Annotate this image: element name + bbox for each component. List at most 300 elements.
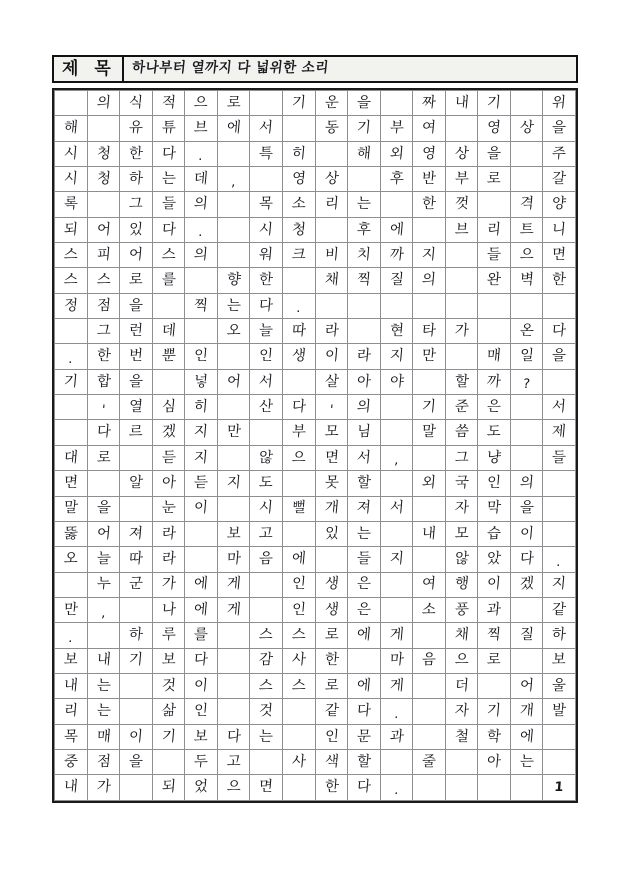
manuscript-cell[interactable]: [87, 623, 120, 648]
manuscript-cell[interactable]: [413, 116, 446, 141]
manuscript-cell[interactable]: [217, 420, 250, 445]
manuscript-cell[interactable]: [543, 445, 576, 470]
manuscript-cell[interactable]: [510, 319, 543, 344]
manuscript-cell[interactable]: [55, 91, 88, 116]
manuscript-cell[interactable]: [445, 319, 478, 344]
manuscript-cell[interactable]: [152, 749, 185, 774]
manuscript-cell[interactable]: [543, 395, 576, 420]
manuscript-cell[interactable]: [120, 91, 153, 116]
manuscript-cell[interactable]: [510, 344, 543, 369]
manuscript-cell[interactable]: [250, 116, 283, 141]
manuscript-cell[interactable]: [478, 673, 511, 698]
manuscript-cell[interactable]: [445, 91, 478, 116]
manuscript-cell[interactable]: [380, 597, 413, 622]
manuscript-cell[interactable]: [445, 369, 478, 394]
manuscript-cell[interactable]: [348, 572, 381, 597]
manuscript-cell[interactable]: [282, 471, 315, 496]
manuscript-cell[interactable]: [380, 91, 413, 116]
manuscript-cell[interactable]: [510, 471, 543, 496]
manuscript-cell[interactable]: [250, 293, 283, 318]
manuscript-cell[interactable]: [55, 192, 88, 217]
manuscript-cell[interactable]: [510, 369, 543, 394]
manuscript-cell[interactable]: [380, 445, 413, 470]
manuscript-cell[interactable]: [380, 116, 413, 141]
manuscript-cell[interactable]: [315, 521, 348, 546]
manuscript-cell[interactable]: [120, 395, 153, 420]
manuscript-cell[interactable]: [348, 319, 381, 344]
manuscript-cell[interactable]: [380, 648, 413, 673]
manuscript-cell[interactable]: [217, 395, 250, 420]
manuscript-cell[interactable]: [543, 496, 576, 521]
manuscript-cell[interactable]: [413, 749, 446, 774]
manuscript-cell[interactable]: [55, 648, 88, 673]
manuscript-cell[interactable]: [315, 243, 348, 268]
manuscript-cell[interactable]: [87, 775, 120, 801]
manuscript-cell[interactable]: [510, 673, 543, 698]
manuscript-cell[interactable]: [282, 623, 315, 648]
manuscript-cell[interactable]: [348, 775, 381, 801]
manuscript-cell[interactable]: [445, 192, 478, 217]
manuscript-cell[interactable]: [510, 547, 543, 572]
manuscript-cell[interactable]: [413, 572, 446, 597]
manuscript-cell[interactable]: [55, 268, 88, 293]
manuscript-cell[interactable]: [55, 699, 88, 724]
manuscript-cell[interactable]: [348, 547, 381, 572]
manuscript-cell[interactable]: [250, 192, 283, 217]
manuscript-cell[interactable]: [478, 572, 511, 597]
manuscript-cell[interactable]: [478, 91, 511, 116]
manuscript-cell[interactable]: [55, 395, 88, 420]
manuscript-cell[interactable]: [250, 572, 283, 597]
manuscript-cell[interactable]: [478, 597, 511, 622]
manuscript-cell[interactable]: [413, 724, 446, 749]
manuscript-cell[interactable]: [250, 521, 283, 546]
manuscript-cell[interactable]: [413, 445, 446, 470]
manuscript-cell[interactable]: [282, 167, 315, 192]
manuscript-cell[interactable]: [185, 217, 218, 242]
manuscript-cell[interactable]: [217, 116, 250, 141]
manuscript-cell[interactable]: [478, 243, 511, 268]
manuscript-cell[interactable]: [413, 496, 446, 521]
manuscript-cell[interactable]: [185, 395, 218, 420]
manuscript-cell[interactable]: [217, 749, 250, 774]
manuscript-cell[interactable]: [152, 217, 185, 242]
manuscript-cell[interactable]: [380, 496, 413, 521]
manuscript-cell[interactable]: [282, 217, 315, 242]
manuscript-cell[interactable]: [413, 243, 446, 268]
manuscript-cell[interactable]: [87, 749, 120, 774]
manuscript-cell[interactable]: [185, 116, 218, 141]
manuscript-cell[interactable]: [380, 141, 413, 166]
manuscript-cell[interactable]: [87, 192, 120, 217]
manuscript-cell[interactable]: [315, 268, 348, 293]
manuscript-cell[interactable]: [55, 623, 88, 648]
manuscript-cell[interactable]: [380, 319, 413, 344]
manuscript-cell[interactable]: [315, 775, 348, 801]
manuscript-cell[interactable]: [250, 699, 283, 724]
manuscript-cell[interactable]: [380, 395, 413, 420]
manuscript-cell[interactable]: [510, 699, 543, 724]
manuscript-cell[interactable]: [413, 268, 446, 293]
manuscript-cell[interactable]: [510, 243, 543, 268]
manuscript-cell[interactable]: [315, 369, 348, 394]
manuscript-cell[interactable]: [445, 547, 478, 572]
manuscript-cell[interactable]: [217, 268, 250, 293]
manuscript-cell[interactable]: [445, 293, 478, 318]
manuscript-cell[interactable]: [87, 141, 120, 166]
manuscript-cell[interactable]: [413, 547, 446, 572]
manuscript-cell[interactable]: [250, 673, 283, 698]
manuscript-cell[interactable]: [120, 699, 153, 724]
manuscript-cell[interactable]: [510, 268, 543, 293]
manuscript-cell[interactable]: [315, 572, 348, 597]
manuscript-cell[interactable]: [87, 293, 120, 318]
manuscript-cell[interactable]: [55, 572, 88, 597]
manuscript-cell[interactable]: [185, 445, 218, 470]
manuscript-cell[interactable]: [315, 496, 348, 521]
manuscript-cell[interactable]: [543, 775, 576, 801]
manuscript-cell[interactable]: [120, 547, 153, 572]
manuscript-cell[interactable]: [185, 141, 218, 166]
manuscript-cell[interactable]: [282, 775, 315, 801]
manuscript-cell[interactable]: [445, 521, 478, 546]
manuscript-cell[interactable]: [380, 293, 413, 318]
manuscript-cell[interactable]: [250, 167, 283, 192]
manuscript-cell[interactable]: [380, 344, 413, 369]
manuscript-cell[interactable]: [250, 319, 283, 344]
manuscript-cell[interactable]: [55, 471, 88, 496]
manuscript-cell[interactable]: [478, 547, 511, 572]
manuscript-cell[interactable]: [510, 167, 543, 192]
manuscript-cell[interactable]: [120, 243, 153, 268]
manuscript-cell[interactable]: [510, 141, 543, 166]
manuscript-cell[interactable]: [185, 597, 218, 622]
manuscript-cell[interactable]: [55, 167, 88, 192]
manuscript-cell[interactable]: [543, 521, 576, 546]
manuscript-cell[interactable]: [413, 369, 446, 394]
manuscript-cell[interactable]: [152, 192, 185, 217]
manuscript-cell[interactable]: [87, 699, 120, 724]
manuscript-cell[interactable]: [250, 344, 283, 369]
manuscript-cell[interactable]: [120, 648, 153, 673]
manuscript-cell[interactable]: [543, 699, 576, 724]
manuscript-cell[interactable]: [87, 521, 120, 546]
manuscript-cell[interactable]: [543, 471, 576, 496]
manuscript-cell[interactable]: [543, 319, 576, 344]
manuscript-cell[interactable]: [217, 167, 250, 192]
manuscript-cell[interactable]: [55, 547, 88, 572]
manuscript-cell[interactable]: [380, 547, 413, 572]
manuscript-cell[interactable]: [543, 572, 576, 597]
manuscript-cell[interactable]: [510, 293, 543, 318]
manuscript-cell[interactable]: [120, 192, 153, 217]
manuscript-cell[interactable]: [282, 319, 315, 344]
manuscript-cell[interactable]: [413, 141, 446, 166]
manuscript-cell[interactable]: [282, 344, 315, 369]
manuscript-cell[interactable]: [478, 699, 511, 724]
manuscript-cell[interactable]: [413, 521, 446, 546]
manuscript-cell[interactable]: [87, 597, 120, 622]
manuscript-cell[interactable]: [282, 597, 315, 622]
manuscript-cell[interactable]: [55, 369, 88, 394]
manuscript-cell[interactable]: [380, 724, 413, 749]
manuscript-cell[interactable]: [445, 749, 478, 774]
manuscript-cell[interactable]: [87, 319, 120, 344]
manuscript-cell[interactable]: [120, 597, 153, 622]
manuscript-cell[interactable]: [55, 344, 88, 369]
manuscript-cell[interactable]: [315, 597, 348, 622]
manuscript-cell[interactable]: [445, 572, 478, 597]
manuscript-cell[interactable]: [348, 420, 381, 445]
manuscript-cell[interactable]: [413, 420, 446, 445]
manuscript-cell[interactable]: [152, 673, 185, 698]
manuscript-cell[interactable]: [87, 268, 120, 293]
manuscript-cell[interactable]: [510, 623, 543, 648]
manuscript-cell[interactable]: [152, 293, 185, 318]
manuscript-cell[interactable]: [152, 572, 185, 597]
manuscript-cell[interactable]: [120, 167, 153, 192]
manuscript-cell[interactable]: [543, 648, 576, 673]
manuscript-cell[interactable]: [445, 344, 478, 369]
manuscript-cell[interactable]: [478, 420, 511, 445]
manuscript-cell[interactable]: [348, 623, 381, 648]
manuscript-cell[interactable]: [478, 471, 511, 496]
manuscript-cell[interactable]: [217, 547, 250, 572]
manuscript-cell[interactable]: [250, 217, 283, 242]
manuscript-cell[interactable]: [510, 445, 543, 470]
manuscript-cell[interactable]: [152, 420, 185, 445]
manuscript-cell[interactable]: [348, 268, 381, 293]
manuscript-cell[interactable]: [250, 369, 283, 394]
manuscript-cell[interactable]: [380, 167, 413, 192]
manuscript-cell[interactable]: [282, 572, 315, 597]
manuscript-cell[interactable]: [510, 648, 543, 673]
manuscript-cell[interactable]: [315, 547, 348, 572]
manuscript-cell[interactable]: [87, 724, 120, 749]
manuscript-cell[interactable]: [282, 141, 315, 166]
manuscript-cell[interactable]: [55, 141, 88, 166]
manuscript-cell[interactable]: [185, 293, 218, 318]
manuscript-cell[interactable]: [152, 623, 185, 648]
manuscript-cell[interactable]: [510, 521, 543, 546]
manuscript-cell[interactable]: [282, 243, 315, 268]
manuscript-cell[interactable]: [380, 749, 413, 774]
manuscript-cell[interactable]: [510, 572, 543, 597]
manuscript-cell[interactable]: [543, 420, 576, 445]
manuscript-cell[interactable]: [282, 91, 315, 116]
manuscript-cell[interactable]: [413, 395, 446, 420]
manuscript-cell[interactable]: [55, 496, 88, 521]
manuscript-cell[interactable]: [380, 699, 413, 724]
manuscript-cell[interactable]: [152, 91, 185, 116]
manuscript-cell[interactable]: [543, 141, 576, 166]
manuscript-cell[interactable]: [250, 597, 283, 622]
manuscript-cell[interactable]: [315, 192, 348, 217]
manuscript-cell[interactable]: [478, 192, 511, 217]
manuscript-cell[interactable]: [510, 192, 543, 217]
manuscript-cell[interactable]: [87, 395, 120, 420]
manuscript-cell[interactable]: [413, 344, 446, 369]
manuscript-cell[interactable]: [348, 749, 381, 774]
manuscript-cell[interactable]: [413, 217, 446, 242]
manuscript-cell[interactable]: [445, 699, 478, 724]
manuscript-cell[interactable]: [120, 749, 153, 774]
manuscript-cell[interactable]: [413, 319, 446, 344]
manuscript-cell[interactable]: [217, 699, 250, 724]
manuscript-cell[interactable]: [315, 293, 348, 318]
manuscript-cell[interactable]: [510, 395, 543, 420]
manuscript-cell[interactable]: [55, 243, 88, 268]
manuscript-cell[interactable]: [120, 141, 153, 166]
manuscript-cell[interactable]: [315, 471, 348, 496]
manuscript-cell[interactable]: [348, 699, 381, 724]
manuscript-cell[interactable]: [185, 420, 218, 445]
manuscript-cell[interactable]: [543, 243, 576, 268]
manuscript-cell[interactable]: [152, 243, 185, 268]
manuscript-cell[interactable]: [152, 775, 185, 801]
manuscript-cell[interactable]: [217, 724, 250, 749]
manuscript-cell[interactable]: [185, 319, 218, 344]
manuscript-cell[interactable]: [120, 268, 153, 293]
manuscript-cell[interactable]: [217, 445, 250, 470]
manuscript-cell[interactable]: [217, 648, 250, 673]
manuscript-cell[interactable]: [315, 724, 348, 749]
manuscript-cell[interactable]: [543, 217, 576, 242]
manuscript-cell[interactable]: [250, 623, 283, 648]
manuscript-cell[interactable]: [87, 648, 120, 673]
manuscript-cell[interactable]: [87, 445, 120, 470]
manuscript-cell[interactable]: [348, 243, 381, 268]
manuscript-cell[interactable]: [120, 369, 153, 394]
manuscript-cell[interactable]: [315, 116, 348, 141]
manuscript-cell[interactable]: [87, 369, 120, 394]
manuscript-cell[interactable]: [380, 673, 413, 698]
manuscript-cell[interactable]: [152, 496, 185, 521]
manuscript-cell[interactable]: [478, 217, 511, 242]
manuscript-cell[interactable]: [250, 749, 283, 774]
manuscript-cell[interactable]: [250, 547, 283, 572]
manuscript-cell[interactable]: [445, 471, 478, 496]
manuscript-cell[interactable]: [185, 243, 218, 268]
manuscript-cell[interactable]: [282, 724, 315, 749]
manuscript-cell[interactable]: [55, 217, 88, 242]
manuscript-cell[interactable]: [543, 724, 576, 749]
manuscript-cell[interactable]: [445, 775, 478, 801]
manuscript-cell[interactable]: [348, 192, 381, 217]
manuscript-cell[interactable]: [445, 243, 478, 268]
manuscript-cell[interactable]: [478, 648, 511, 673]
manuscript-cell[interactable]: [348, 445, 381, 470]
manuscript-cell[interactable]: [217, 243, 250, 268]
manuscript-cell[interactable]: [413, 167, 446, 192]
manuscript-cell[interactable]: [152, 547, 185, 572]
manuscript-cell[interactable]: [87, 420, 120, 445]
manuscript-cell[interactable]: [348, 648, 381, 673]
manuscript-cell[interactable]: [217, 192, 250, 217]
manuscript-cell[interactable]: [152, 319, 185, 344]
manuscript-cell[interactable]: [217, 141, 250, 166]
manuscript-cell[interactable]: [250, 445, 283, 470]
manuscript-cell[interactable]: [55, 319, 88, 344]
manuscript-cell[interactable]: [120, 319, 153, 344]
manuscript-cell[interactable]: [120, 445, 153, 470]
manuscript-cell[interactable]: [348, 141, 381, 166]
manuscript-cell[interactable]: [445, 116, 478, 141]
manuscript-cell[interactable]: [413, 673, 446, 698]
manuscript-cell[interactable]: [348, 369, 381, 394]
manuscript-cell[interactable]: [282, 369, 315, 394]
manuscript-cell[interactable]: [543, 167, 576, 192]
manuscript-cell[interactable]: [282, 268, 315, 293]
manuscript-cell[interactable]: [87, 167, 120, 192]
manuscript-cell[interactable]: [120, 217, 153, 242]
manuscript-cell[interactable]: [120, 420, 153, 445]
manuscript-cell[interactable]: [348, 344, 381, 369]
manuscript-cell[interactable]: [282, 293, 315, 318]
manuscript-cell[interactable]: [478, 623, 511, 648]
manuscript-cell[interactable]: [348, 395, 381, 420]
manuscript-cell[interactable]: [282, 496, 315, 521]
manuscript-cell[interactable]: [445, 141, 478, 166]
manuscript-cell[interactable]: [282, 116, 315, 141]
manuscript-cell[interactable]: [185, 699, 218, 724]
manuscript-cell[interactable]: [543, 597, 576, 622]
manuscript-cell[interactable]: [217, 572, 250, 597]
manuscript-cell[interactable]: [250, 496, 283, 521]
manuscript-cell[interactable]: [348, 167, 381, 192]
manuscript-cell[interactable]: [217, 597, 250, 622]
manuscript-cell[interactable]: [282, 192, 315, 217]
manuscript-cell[interactable]: [478, 724, 511, 749]
manuscript-cell[interactable]: [315, 344, 348, 369]
manuscript-cell[interactable]: [120, 344, 153, 369]
manuscript-cell[interactable]: [55, 293, 88, 318]
manuscript-cell[interactable]: [282, 673, 315, 698]
manuscript-cell[interactable]: [315, 699, 348, 724]
manuscript-cell[interactable]: [152, 445, 185, 470]
manuscript-cell[interactable]: [478, 167, 511, 192]
manuscript-cell[interactable]: [185, 167, 218, 192]
manuscript-cell[interactable]: [445, 445, 478, 470]
manuscript-cell[interactable]: [55, 116, 88, 141]
manuscript-cell[interactable]: [413, 623, 446, 648]
manuscript-cell[interactable]: [55, 597, 88, 622]
manuscript-cell[interactable]: [87, 673, 120, 698]
manuscript-cell[interactable]: [315, 319, 348, 344]
manuscript-cell[interactable]: [217, 775, 250, 801]
manuscript-cell[interactable]: [120, 673, 153, 698]
manuscript-cell[interactable]: [413, 471, 446, 496]
manuscript-cell[interactable]: [120, 521, 153, 546]
manuscript-cell[interactable]: [315, 420, 348, 445]
manuscript-cell[interactable]: [543, 673, 576, 698]
manuscript-cell[interactable]: [478, 141, 511, 166]
manuscript-cell[interactable]: [445, 395, 478, 420]
manuscript-cell[interactable]: [348, 293, 381, 318]
manuscript-cell[interactable]: [217, 319, 250, 344]
manuscript-cell[interactable]: [152, 268, 185, 293]
manuscript-cell[interactable]: [348, 597, 381, 622]
manuscript-cell[interactable]: [510, 496, 543, 521]
manuscript-cell[interactable]: [510, 91, 543, 116]
manuscript-cell[interactable]: [185, 623, 218, 648]
manuscript-cell[interactable]: [250, 243, 283, 268]
manuscript-cell[interactable]: [217, 91, 250, 116]
manuscript-cell[interactable]: [478, 445, 511, 470]
manuscript-cell[interactable]: [315, 623, 348, 648]
manuscript-cell[interactable]: [217, 623, 250, 648]
manuscript-cell[interactable]: [152, 395, 185, 420]
